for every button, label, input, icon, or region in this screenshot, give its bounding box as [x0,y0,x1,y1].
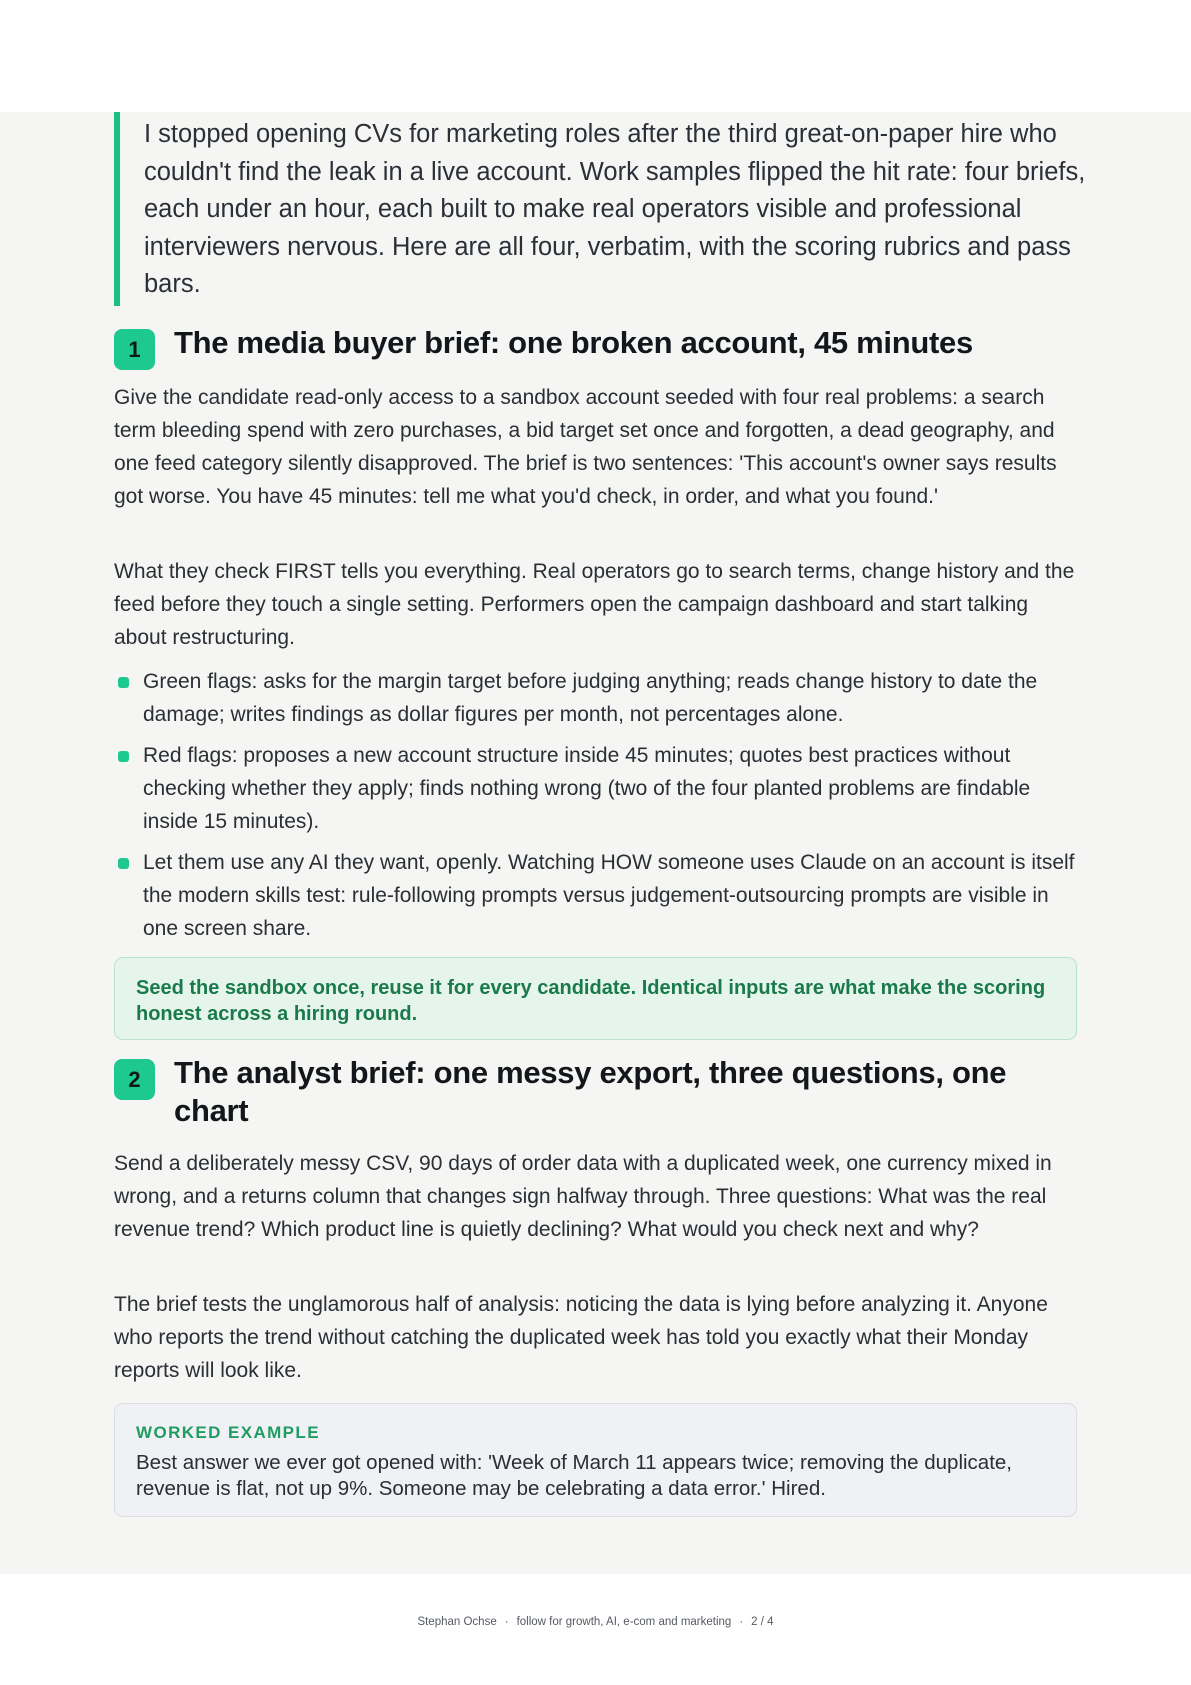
paragraph: Send a deliberately messy CSV, 90 days of order data with a duplicated week, one currency mixed in wrong, and a returns column that changes sign halfway through. Three questions: What was the real revenue trend? Which product line is quietly declining? What would you check next and why? [114,1152,1052,1241]
list-item-text: Let them use any AI they want, openly. Watching HOW someone uses Claude on an account is itself the modern skills test: rule-following prompts versus judgement-outsourcing prompts are visible in one screen share. [143,851,1075,940]
section-number-badge: 1 [114,329,155,370]
page-number: 2 / 4 [751,1616,774,1628]
paragraph: The brief tests the unglamorous half of analysis: noticing the data is lying before analyzing it. Anyone who reports the trend without catching the duplicated week has told you exactly what their Monday reports will look like. [114,1293,1048,1382]
worked-example-callout [114,1403,1077,1517]
bullet-icon [118,677,129,688]
list-item-text: Red flags: proposes a new account structure inside 45 minutes; quotes best practices without checking whether they apply; finds nothing wrong (two of the four planted problems are findable inside 15 minutes). [143,744,1031,833]
footer-author: Stephan Ochse [417,1616,497,1628]
intro-quote [114,112,1086,306]
paragraph: What they check FIRST tells you everything. Real operators go to search terms, change history and the feed before they touch a single setting. Performers open the campaign dashboard and start talking about restructuring. [114,560,1075,649]
page-top-margin [0,0,1191,112]
paragraph: Give the candidate read-only access to a sandbox account seeded with four real problems: a search term bleeding spend with zero purchases, a bid target set once and forgotten, a dead geography, and one feed category silently disapproved. The brief is two sentences: 'This account's owner says results got worse. You have 45 minutes: tell me what you'd check, in order, and what you found.' [114,386,1057,508]
page-bottom-margin [0,1574,1191,1685]
tip-text: Seed the sandbox once, reuse it for every candidate. Identical inputs are what make the scoring honest across a hiring round. [136,977,1046,1025]
list-item [114,846,1086,945]
bullet-icon [118,858,129,869]
example-text: Best answer we ever got opened with: 'Week of March 11 appears twice; removing the duplicate, revenue is flat, not up 9%. Someone may be celebrating a data error.' Hired. [136,1451,1013,1500]
example-label: WORKED EXAMPLE [136,1423,320,1442]
bullet-icon [118,751,129,762]
tip-callout [114,957,1077,1040]
footer-tagline: follow for growth, AI, e-com and marketing [516,1616,732,1628]
list-item-text: Green flags: asks for the margin target before judging anything; reads change history to date the damage; writes findings as dollar figures per month, not percentages alone. [143,670,1038,726]
page-footer: Stephan Ochse · follow for growth, AI, e-com and marketing · 2 / 4 [417,1616,774,1628]
section-number-badge: 2 [114,1059,155,1100]
flags-list [114,665,1086,953]
list-item [114,665,1086,731]
list-item [114,739,1086,838]
intro-text: I stopped opening CVs for marketing roles after the third great-on-paper hire who couldn't find the leak in a live account. Work samples flipped the hit rate: four briefs, each under an hour, each built to make real operators visible and professional interviewers nervous. Here are all four, verbatim, with the scoring rubrics and pass bars. [144,120,1086,298]
section-title: The media buyer brief: one broken account, 45 minutes [174,325,973,360]
section-title: The analyst brief: one messy export, three questions, one chart [174,1055,1007,1128]
